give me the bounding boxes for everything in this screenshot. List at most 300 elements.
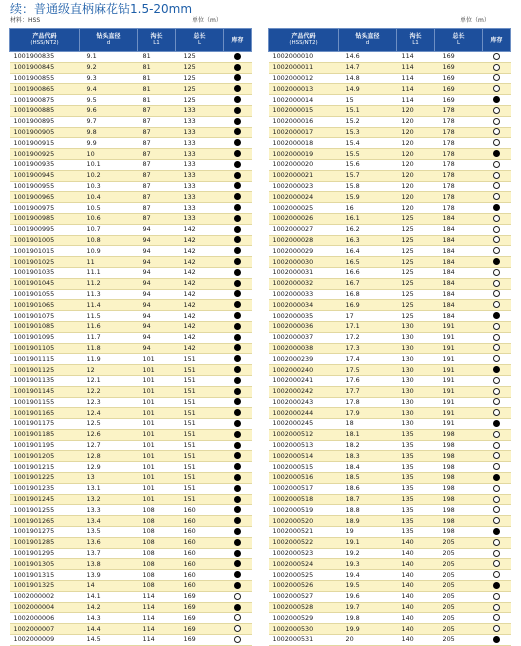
cell-stock	[224, 278, 252, 289]
table-row	[10, 300, 252, 311]
cell-stock	[224, 419, 252, 430]
cell-product-code: 1002000245	[269, 419, 339, 430]
cell-product-code: 1002000516	[269, 473, 339, 484]
table-row	[269, 170, 511, 181]
table-row	[10, 635, 252, 646]
stock-filled-dot-icon	[234, 506, 241, 513]
cell-diameter: 16.8	[339, 289, 397, 300]
table-row	[269, 332, 511, 343]
stock-filled-dot-icon	[234, 463, 241, 470]
table-row	[269, 105, 511, 116]
cell-total-length: 198	[435, 527, 483, 538]
cell-stock	[224, 375, 252, 386]
cell-stock	[224, 235, 252, 246]
cell-stock	[483, 429, 511, 440]
cell-diameter: 19	[339, 527, 397, 538]
cell-flute-length: 114	[397, 95, 435, 106]
cell-flute-length: 87	[138, 159, 176, 170]
cell-product-code: 1002000013	[269, 84, 339, 95]
stock-filled-dot-icon	[234, 139, 241, 146]
cell-stock	[483, 246, 511, 257]
cell-product-code: 1001900985	[10, 213, 80, 224]
cell-total-length: 184	[435, 257, 483, 268]
cell-stock	[224, 203, 252, 214]
cell-total-length: 151	[176, 419, 224, 430]
cell-stock	[483, 635, 511, 646]
cell-product-code: 1002000016	[269, 116, 339, 127]
cell-diameter: 9.7	[80, 116, 138, 127]
stock-empty-dot-icon	[493, 280, 500, 287]
cell-product-code: 1001901165	[10, 408, 80, 419]
right-table-body	[269, 52, 511, 646]
cell-total-length: 133	[176, 116, 224, 127]
stock-empty-dot-icon	[493, 107, 500, 114]
stock-filled-dot-icon	[234, 398, 241, 405]
cell-total-length: 205	[435, 559, 483, 570]
cell-flute-length: 125	[397, 311, 435, 322]
cell-flute-length: 94	[138, 311, 176, 322]
cell-product-code: 1001900855	[10, 73, 80, 84]
cell-diameter: 17.7	[339, 386, 397, 397]
table-row	[269, 440, 511, 451]
cell-total-length: 125	[176, 84, 224, 95]
cell-stock	[483, 440, 511, 451]
cell-product-code: 1002000020	[269, 159, 339, 170]
cell-diameter: 16.4	[339, 246, 397, 257]
cell-stock	[483, 365, 511, 376]
stock-empty-dot-icon	[493, 118, 500, 125]
cell-diameter: 16.1	[339, 213, 397, 224]
cell-product-code: 1002000009	[10, 635, 80, 646]
cell-total-length: 133	[176, 170, 224, 181]
table-row	[10, 559, 252, 570]
stock-empty-dot-icon	[493, 485, 500, 492]
cell-stock	[224, 311, 252, 322]
cell-total-length: 133	[176, 213, 224, 224]
cell-diameter: 15.4	[339, 138, 397, 149]
stock-empty-dot-icon	[234, 593, 241, 600]
cell-diameter: 14.1	[80, 591, 138, 602]
cell-total-length: 205	[435, 581, 483, 592]
cell-flute-length: 135	[397, 494, 435, 505]
cell-total-length: 151	[176, 354, 224, 365]
cell-product-code: 1001901185	[10, 429, 80, 440]
cell-total-length: 169	[435, 95, 483, 106]
cell-product-code: 1002000513	[269, 440, 339, 451]
stock-empty-dot-icon	[234, 625, 241, 632]
cell-stock	[224, 516, 252, 527]
cell-diameter: 13.3	[80, 505, 138, 516]
cell-flute-length: 108	[138, 548, 176, 559]
cell-product-code: 1002000520	[269, 516, 339, 527]
table-row	[269, 473, 511, 484]
stock-empty-dot-icon	[493, 139, 500, 146]
stock-empty-dot-icon	[234, 614, 241, 621]
cell-flute-length: 87	[138, 192, 176, 203]
stock-empty-dot-icon	[493, 496, 500, 503]
cell-diameter: 14.4	[80, 624, 138, 635]
table-row	[10, 581, 252, 592]
stock-filled-dot-icon	[234, 269, 241, 276]
cell-diameter: 17.5	[339, 365, 397, 376]
cell-diameter: 17.9	[339, 408, 397, 419]
cell-flute-length: 101	[138, 386, 176, 397]
table-row	[269, 311, 511, 322]
cell-stock	[224, 548, 252, 559]
cell-flute-length: 108	[138, 527, 176, 538]
table-row	[10, 73, 252, 84]
table-row	[269, 375, 511, 386]
cell-diameter: 10.8	[80, 235, 138, 246]
cell-product-code: 1001900845	[10, 62, 80, 73]
cell-stock	[483, 105, 511, 116]
cell-total-length: 178	[435, 105, 483, 116]
cell-stock	[483, 192, 511, 203]
stock-empty-dot-icon	[493, 452, 500, 459]
table-row	[269, 602, 511, 613]
cell-product-code: 1001901075	[10, 311, 80, 322]
stock-empty-dot-icon	[493, 323, 500, 330]
table-row	[10, 527, 252, 538]
cell-stock	[483, 581, 511, 592]
cell-total-length: 151	[176, 429, 224, 440]
cell-diameter: 19.4	[339, 570, 397, 581]
stock-filled-dot-icon	[234, 517, 241, 524]
cell-stock	[483, 224, 511, 235]
stock-filled-dot-icon	[234, 118, 241, 125]
cell-product-code: 1001900925	[10, 149, 80, 160]
cell-product-code: 1002000527	[269, 591, 339, 602]
cell-flute-length: 94	[138, 300, 176, 311]
cell-product-code: 1001900915	[10, 138, 80, 149]
cell-flute-length: 108	[138, 581, 176, 592]
cell-diameter: 9.5	[80, 95, 138, 106]
cell-flute-length: 140	[397, 602, 435, 613]
cell-stock	[224, 62, 252, 73]
stock-empty-dot-icon	[493, 290, 500, 297]
cell-stock	[224, 289, 252, 300]
cell-diameter: 16.9	[339, 300, 397, 311]
table-row	[10, 105, 252, 116]
cell-flute-length: 87	[138, 138, 176, 149]
cell-total-length: 184	[435, 235, 483, 246]
cell-diameter: 10.2	[80, 170, 138, 181]
cell-stock	[224, 635, 252, 646]
table-row	[269, 570, 511, 581]
cell-flute-length: 140	[397, 635, 435, 646]
cell-diameter: 11.2	[80, 278, 138, 289]
stock-empty-dot-icon	[493, 85, 500, 92]
cell-flute-length: 135	[397, 516, 435, 527]
stock-empty-dot-icon	[493, 604, 500, 611]
stock-filled-dot-icon	[234, 604, 241, 611]
cell-diameter: 13.6	[80, 537, 138, 548]
cell-product-code: 1002000524	[269, 559, 339, 570]
cell-stock	[483, 62, 511, 73]
table-row	[10, 170, 252, 181]
cell-diameter: 18.6	[339, 483, 397, 494]
table-row	[10, 246, 252, 257]
cell-stock	[224, 527, 252, 538]
cell-diameter: 18.8	[339, 505, 397, 516]
right-table-container	[268, 28, 511, 646]
cell-flute-length: 135	[397, 473, 435, 484]
table-row	[269, 84, 511, 95]
cell-diameter: 18.9	[339, 516, 397, 527]
cell-product-code: 1001901105	[10, 343, 80, 354]
cell-stock	[224, 537, 252, 548]
table-row	[10, 365, 252, 376]
right-header-row	[269, 29, 511, 52]
cell-flute-length: 114	[397, 62, 435, 73]
cell-diameter: 11	[80, 257, 138, 268]
cell-flute-length: 130	[397, 354, 435, 365]
cell-stock	[483, 624, 511, 635]
cell-flute-length: 120	[397, 138, 435, 149]
cell-total-length: 198	[435, 429, 483, 440]
cell-total-length: 184	[435, 213, 483, 224]
cell-product-code: 1001901295	[10, 548, 80, 559]
cell-stock	[483, 473, 511, 484]
stock-filled-dot-icon	[493, 258, 500, 265]
stock-empty-dot-icon	[493, 388, 500, 395]
cell-diameter: 13.8	[80, 559, 138, 570]
cell-flute-length: 94	[138, 332, 176, 343]
cell-diameter: 19.6	[339, 591, 397, 602]
cell-flute-length: 120	[397, 149, 435, 160]
cell-flute-length: 125	[397, 224, 435, 235]
cell-diameter: 14.3	[80, 613, 138, 624]
cell-total-length: 198	[435, 516, 483, 527]
table-row	[269, 278, 511, 289]
cell-stock	[483, 321, 511, 332]
cell-flute-length: 120	[397, 159, 435, 170]
cell-stock	[483, 408, 511, 419]
table-row	[10, 52, 252, 63]
cell-flute-length: 114	[138, 635, 176, 646]
cell-stock	[483, 311, 511, 322]
stock-filled-dot-icon	[234, 96, 241, 103]
cell-diameter: 10.1	[80, 159, 138, 170]
cell-product-code: 1002000530	[269, 624, 339, 635]
cell-total-length: 178	[435, 192, 483, 203]
cell-diameter: 9.3	[80, 73, 138, 84]
cell-diameter: 11.8	[80, 343, 138, 354]
cell-product-code: 1002000028	[269, 235, 339, 246]
cell-diameter: 19.2	[339, 548, 397, 559]
cell-flute-length: 94	[138, 257, 176, 268]
stock-filled-dot-icon	[234, 172, 241, 179]
cell-product-code: 1002000030	[269, 257, 339, 268]
table-row	[10, 62, 252, 73]
cell-product-code: 1001901275	[10, 527, 80, 538]
cell-total-length: 160	[176, 570, 224, 581]
stock-filled-dot-icon	[234, 571, 241, 578]
cell-diameter: 10.5	[80, 203, 138, 214]
cell-total-length: 169	[176, 613, 224, 624]
cell-total-length: 142	[176, 246, 224, 257]
cell-stock	[224, 451, 252, 462]
cell-stock	[224, 159, 252, 170]
cell-total-length: 142	[176, 332, 224, 343]
cell-diameter: 15.7	[339, 170, 397, 181]
cell-total-length: 133	[176, 181, 224, 192]
cell-stock	[224, 192, 252, 203]
cell-total-length: 178	[435, 181, 483, 192]
stock-filled-dot-icon	[234, 280, 241, 287]
cell-flute-length: 94	[138, 343, 176, 354]
cell-stock	[483, 138, 511, 149]
material-label: 材料：HSS	[10, 17, 41, 24]
stock-filled-dot-icon	[234, 128, 241, 135]
cell-stock	[224, 505, 252, 516]
cell-stock	[224, 397, 252, 408]
cell-flute-length: 135	[397, 440, 435, 451]
header-flute-length: 沟长 L1	[397, 29, 435, 52]
left-table-body	[10, 52, 252, 646]
table-row	[269, 419, 511, 430]
table-row	[10, 116, 252, 127]
cell-diameter: 9.2	[80, 62, 138, 73]
stock-filled-dot-icon	[234, 236, 241, 243]
cell-product-code: 1001901095	[10, 332, 80, 343]
table-row	[10, 548, 252, 559]
cell-flute-length: 94	[138, 289, 176, 300]
cell-product-code: 1002000521	[269, 527, 339, 538]
table-row	[269, 624, 511, 635]
cell-flute-length: 125	[397, 278, 435, 289]
cell-diameter: 12.6	[80, 429, 138, 440]
stock-empty-dot-icon	[493, 377, 500, 384]
cell-flute-length: 140	[397, 537, 435, 548]
cell-product-code: 1001901315	[10, 570, 80, 581]
cell-stock	[224, 321, 252, 332]
cell-product-code: 1001900885	[10, 105, 80, 116]
cell-flute-length: 114	[138, 591, 176, 602]
cell-diameter: 15.3	[339, 127, 397, 138]
cell-stock	[224, 73, 252, 84]
table-row	[269, 213, 511, 224]
stock-filled-dot-icon	[234, 496, 241, 503]
cell-diameter: 11.6	[80, 321, 138, 332]
cell-flute-length: 114	[397, 84, 435, 95]
cell-stock	[483, 116, 511, 127]
cell-total-length: 133	[176, 127, 224, 138]
cell-flute-length: 125	[397, 257, 435, 268]
cell-product-code: 1001901215	[10, 462, 80, 473]
cell-flute-length: 87	[138, 105, 176, 116]
cell-product-code: 1002000032	[269, 278, 339, 289]
stock-empty-dot-icon	[493, 301, 500, 308]
table-row	[10, 537, 252, 548]
table-row	[10, 386, 252, 397]
cell-stock	[483, 559, 511, 570]
cell-product-code: 1002000528	[269, 602, 339, 613]
cell-total-length: 198	[435, 440, 483, 451]
cell-total-length: 184	[435, 300, 483, 311]
table-row	[10, 516, 252, 527]
stock-filled-dot-icon	[234, 485, 241, 492]
cell-flute-length: 101	[138, 440, 176, 451]
stock-filled-dot-icon	[234, 85, 241, 92]
cell-diameter: 19.3	[339, 559, 397, 570]
cell-stock	[224, 332, 252, 343]
cell-diameter: 11.3	[80, 289, 138, 300]
cell-stock	[483, 483, 511, 494]
table-row	[10, 224, 252, 235]
table-row	[10, 203, 252, 214]
table-row	[10, 570, 252, 581]
cell-flute-length: 125	[397, 300, 435, 311]
stock-empty-dot-icon	[493, 193, 500, 200]
table-row	[10, 354, 252, 365]
cell-flute-length: 125	[397, 246, 435, 257]
stock-empty-dot-icon	[493, 182, 500, 189]
stock-filled-dot-icon	[234, 161, 241, 168]
cell-stock	[224, 84, 252, 95]
cell-product-code: 1002000010	[269, 52, 339, 63]
cell-total-length: 169	[176, 635, 224, 646]
table-row	[269, 224, 511, 235]
cell-product-code: 1002000021	[269, 170, 339, 181]
cell-diameter: 14.6	[339, 52, 397, 63]
cell-flute-length: 114	[138, 602, 176, 613]
cell-flute-length: 81	[138, 62, 176, 73]
cell-diameter: 18	[339, 419, 397, 430]
header-total-length: 总长 L	[176, 29, 224, 52]
table-row	[269, 257, 511, 268]
cell-stock	[483, 419, 511, 430]
table-row	[10, 602, 252, 613]
table-row	[269, 52, 511, 63]
cell-total-length: 178	[435, 138, 483, 149]
stock-filled-dot-icon	[493, 366, 500, 373]
stock-filled-dot-icon	[234, 344, 241, 351]
cell-total-length: 151	[176, 440, 224, 451]
table-row	[269, 127, 511, 138]
cell-total-length: 184	[435, 311, 483, 322]
cell-diameter: 17.3	[339, 343, 397, 354]
cell-product-code: 1002000037	[269, 332, 339, 343]
cell-product-code: 1002000512	[269, 429, 339, 440]
table-row	[10, 473, 252, 484]
stock-filled-dot-icon	[493, 312, 500, 319]
cell-diameter: 16	[339, 203, 397, 214]
cell-stock	[483, 213, 511, 224]
table-row	[269, 483, 511, 494]
cell-flute-length: 87	[138, 203, 176, 214]
cell-stock	[224, 494, 252, 505]
cell-stock	[483, 203, 511, 214]
stock-filled-dot-icon	[493, 96, 500, 103]
cell-total-length: 151	[176, 473, 224, 484]
cell-flute-length: 114	[397, 73, 435, 84]
left-spec-table	[9, 28, 252, 646]
cell-stock	[483, 386, 511, 397]
stock-filled-dot-icon	[234, 193, 241, 200]
cell-flute-length: 120	[397, 170, 435, 181]
cell-stock	[224, 602, 252, 613]
cell-stock	[224, 127, 252, 138]
cell-flute-length: 101	[138, 483, 176, 494]
table-row	[269, 149, 511, 160]
cell-stock	[483, 505, 511, 516]
table-row	[269, 321, 511, 332]
stock-filled-dot-icon	[234, 301, 241, 308]
cell-diameter: 16.2	[339, 224, 397, 235]
cell-product-code: 1002000014	[269, 95, 339, 106]
cell-product-code: 1001900935	[10, 159, 80, 170]
